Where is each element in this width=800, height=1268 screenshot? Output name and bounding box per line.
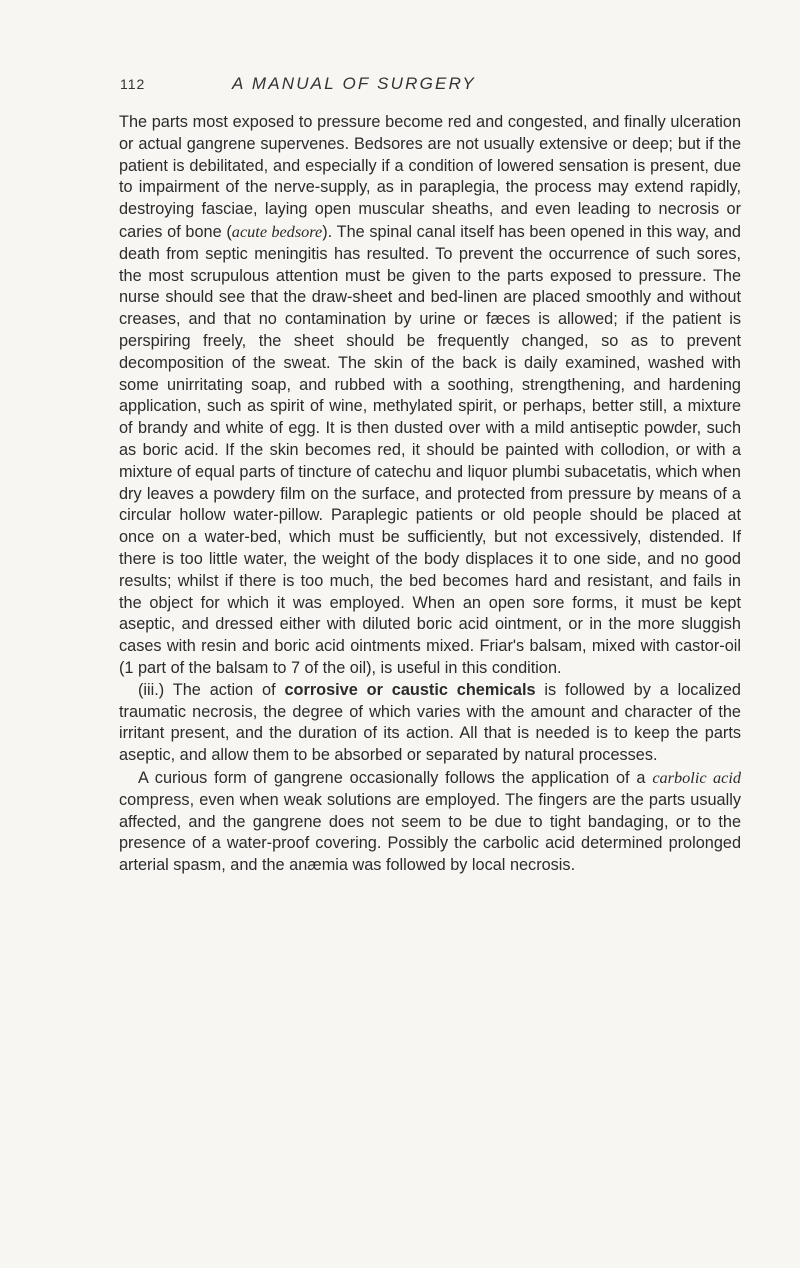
paragraph-text: compress, even when weak solutions are employed. The fingers are the parts usually affected, and the gangrene does not seem to be due to tight bandaging, or to the presence of a water-proof covering. Possibly the carbolic acid determined prolonged arterial spasm, and the anæmia was followed by local necrosis. (119, 790, 741, 875)
paragraph-carbolic (119, 767, 741, 877)
page-header (120, 74, 740, 98)
paragraph-text: (iii.) The action of (138, 680, 285, 699)
bold-term: corrosive or caustic chemicals (284, 680, 536, 699)
italic-term: acute bedsore (231, 221, 323, 241)
paragraph-text: ). The spinal canal itself has been opened in this way, and death from septic meningitis has resulted. To prevent the occurrence of such sores, the most scrupulous attention must be given to the parts exposed to pressure. The nurse should see that the draw-sheet and bed-linen are placed smoothly and without creases, and that no contamination by urine or fæces is allowed; if the patient is perspiring freely, the sheet should be frequently changed, so as to prevent decomposition of the sweat. The skin of the back is daily examined, washed with some unirritating soap, and rubbed with a soothing, strengthening, and hardening application, such as spirit of wine, methylated spirit, or perhaps, better still, a mixture of brandy and white of egg. It is then dusted over with a mild antiseptic powder, such as boric acid. If the skin becomes red, it should be painted with collodion, or with a mixture of equal parts of tincture of catechu and liquor plumbi subacetatis, which when dry leaves a powdery film on the surface, and protected from pressure by means of a circular hollow water-pillow. Paraplegic patients or old people should be placed at once on a water-bed, which must be sufficiently, but not excessively, distended. If there is too little water, the weight of the body displaces it to one side, and no good results; whilst if there is too much, the bed becomes hard and resistant, and fails in the object for which it was employed. When an open sore forms, it must be kept aseptic, and dressed either with diluted boric acid ointment, or in the more sluggish cases with resin and boric acid ointments mixed. Friar's balsam, mixed with castor-oil (1 part of the balsam to 7 of the oil), is useful in this condition. (119, 222, 741, 677)
running-title: A MANUAL OF SURGERY (232, 74, 476, 93)
page-number: 112 (120, 76, 146, 92)
italic-term: carbolic acid (652, 767, 741, 787)
paragraph-text: A curious form of gangrene occasionally follows the application of a (138, 768, 653, 787)
paragraph-text: The parts most exposed to pressure become red and congested, and finally ulceration or actual gangrene supervenes. Bedsores are not usually extensive or deep; but if the patient is debilitated, and especially if a condition of lowered sensation is present, due to impairment of the nerve-supply, as in paraplegia, the process may extend rapidly, destroying fasciae, laying open muscular sheaths, and even leading to necrosis or caries of bone ( (119, 113, 741, 241)
paragraph-text: is followed by a localized traumatic necrosis, the degree of which varies with the amount and character of the irritant present, and the duration of its action. All that is needed is to keep the parts aseptic, and allow them to be absorbed or separated by natural processes. (119, 680, 741, 765)
paragraph-bedsores (119, 112, 741, 680)
paragraph-chemicals (119, 680, 741, 767)
body-text (119, 112, 741, 877)
